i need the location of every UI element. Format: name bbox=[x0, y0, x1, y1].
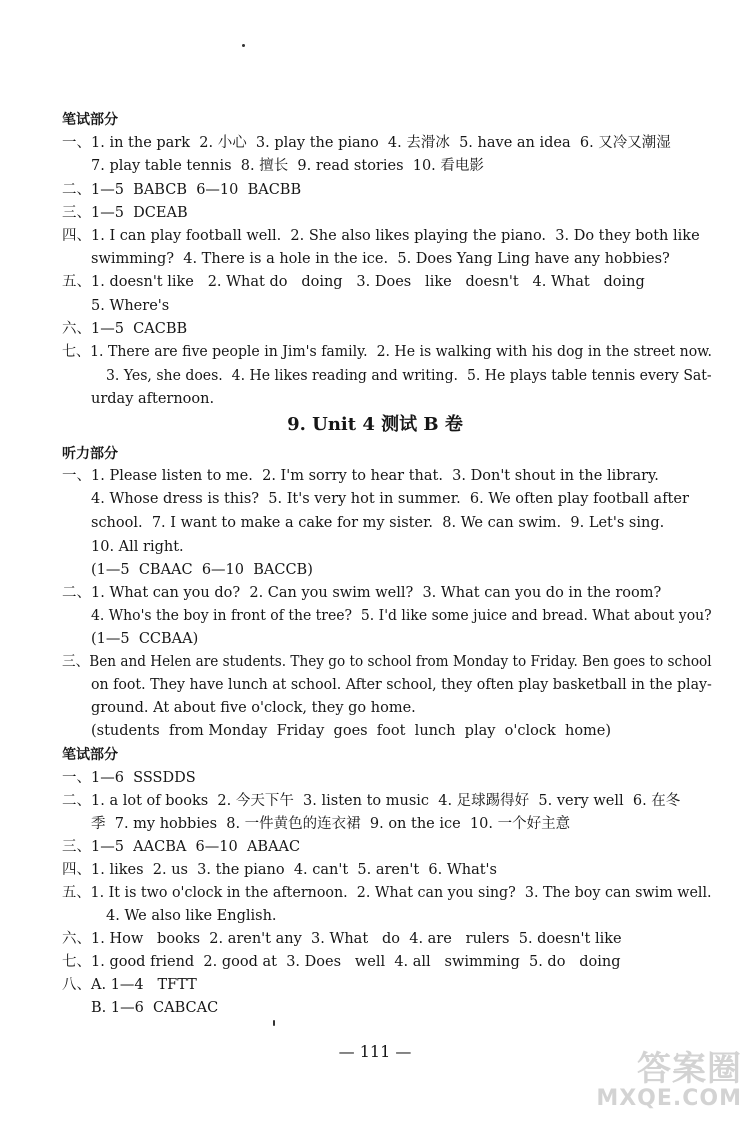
answer-line: 一、1. in the park 2. 小心 3. play the piano 4. 去滑冰 5. have an idea 6. 又冷又潮湿 bbox=[62, 135, 671, 151]
answer-line: on foot. They have lunch at school. After school, they often play basketball in the play- bbox=[91, 677, 712, 693]
answer-line: 季 7. my hobbies 8. 一件黄色的连衣裙 9. on the ice 10. 一个好主意 bbox=[91, 816, 571, 832]
answer-line: (students from Monday Friday goes foot lunch play o'clock home) bbox=[91, 723, 612, 739]
answer-line: 三、1—5 DCEAB bbox=[62, 205, 188, 221]
watermark-cn: 答案圈 bbox=[637, 1049, 742, 1089]
answer-line: 八、A. 1—4 TFTT bbox=[62, 977, 197, 993]
answer-line: school. 7. I want to make a cake for my sister. 8. We can swim. 9. Let's sing. bbox=[91, 515, 665, 531]
unit-title: 9. Unit 4 测试 B 卷 bbox=[287, 414, 463, 435]
answer-line: 四、1. I can play football well. 2. She also likes playing the piano. 3. Do they both like bbox=[62, 228, 700, 244]
listening-section-header: 听力部分 bbox=[62, 446, 118, 462]
answer-line: ground. At about five o'clock, they go home. bbox=[91, 700, 416, 716]
answer-line: swimming? 4. There is a hole in the ice. 5. Does Yang Ling have any hobbies? bbox=[91, 251, 670, 267]
watermark-url: MXQE.COM bbox=[596, 1086, 742, 1111]
answer-line: B. 1—6 CABCAC bbox=[91, 1000, 219, 1016]
speck-mark bbox=[242, 44, 245, 47]
answer-line: urday afternoon. bbox=[91, 391, 215, 407]
answer-line: 六、1—5 CACBB bbox=[62, 321, 188, 337]
answer-line: 六、1. How books 2. aren't any 3. What do 4. are rulers 5. doesn't like bbox=[62, 931, 622, 947]
answer-line: 三、Ben and Helen are students. They go to school from Monday to Friday. Ben goes to school bbox=[62, 654, 712, 670]
answer-line: 二、1. a lot of books 2. 今天下午 3. listen to music 4. 足球踢得好 5. very well 6. 在冬 bbox=[62, 793, 681, 809]
answer-line: 一、1—6 SSSDDS bbox=[62, 770, 196, 786]
answer-line: 四、1. likes 2. us 3. the piano 4. can't 5. aren't 6. What's bbox=[62, 862, 497, 878]
speck-mark bbox=[273, 1020, 275, 1026]
answer-line: 4. Who's the boy in front of the tree? 5. I'd like some juice and bread. What about you? bbox=[91, 608, 712, 624]
answer-line: 二、1. What can you do? 2. Can you swim well? 3. What can you do in the room? bbox=[62, 585, 662, 601]
answer-line: (1—5 CCBAA) bbox=[91, 631, 199, 647]
answer-line: 5. Where's bbox=[91, 298, 170, 314]
answer-line: 3. Yes, she does. 4. He likes reading and writing. 5. He plays table tennis every Sat- bbox=[106, 368, 712, 384]
answer-line: 7. play table tennis 8. 擅长 9. read stories 10. 看电影 bbox=[91, 158, 484, 174]
answer-line: 七、1. There are five people in Jim's family. 2. He is walking with his dog in the street now. bbox=[62, 344, 713, 360]
answer-line: 五、1. doesn't like 2. What do doing 3. Does like doesn't 4. What doing bbox=[62, 274, 645, 290]
written-section-header: 笔试部分 bbox=[62, 747, 118, 763]
watermark-logo bbox=[596, 1051, 742, 1111]
written-section-header: 笔试部分 bbox=[62, 112, 118, 128]
answer-line: 4. Whose dress is this? 5. It's very hot in summer. 6. We often play football after bbox=[91, 491, 689, 507]
answer-line: 七、1. good friend 2. good at 3. Does well 4. all swimming 5. do doing bbox=[62, 954, 621, 970]
answer-line: 三、1—5 AACBA 6—10 ABAAC bbox=[62, 839, 301, 855]
page-number: — 111 — bbox=[338, 1042, 412, 1061]
answer-line: 五、1. It is two o'clock in the afternoon. 2. What can you sing? 3. The boy can swim well. bbox=[62, 885, 712, 901]
answer-line: 10. All right. bbox=[91, 539, 184, 555]
answer-line: 二、1—5 BABCB 6—10 BACBB bbox=[62, 182, 302, 198]
answer-line: (1—5 CBAAC 6—10 BACCB) bbox=[91, 562, 313, 578]
answer-line: 4. We also like English. bbox=[106, 908, 277, 924]
answer-line: 一、1. Please listen to me. 2. I'm sorry to hear that. 3. Don't shout in the library. bbox=[62, 468, 659, 484]
